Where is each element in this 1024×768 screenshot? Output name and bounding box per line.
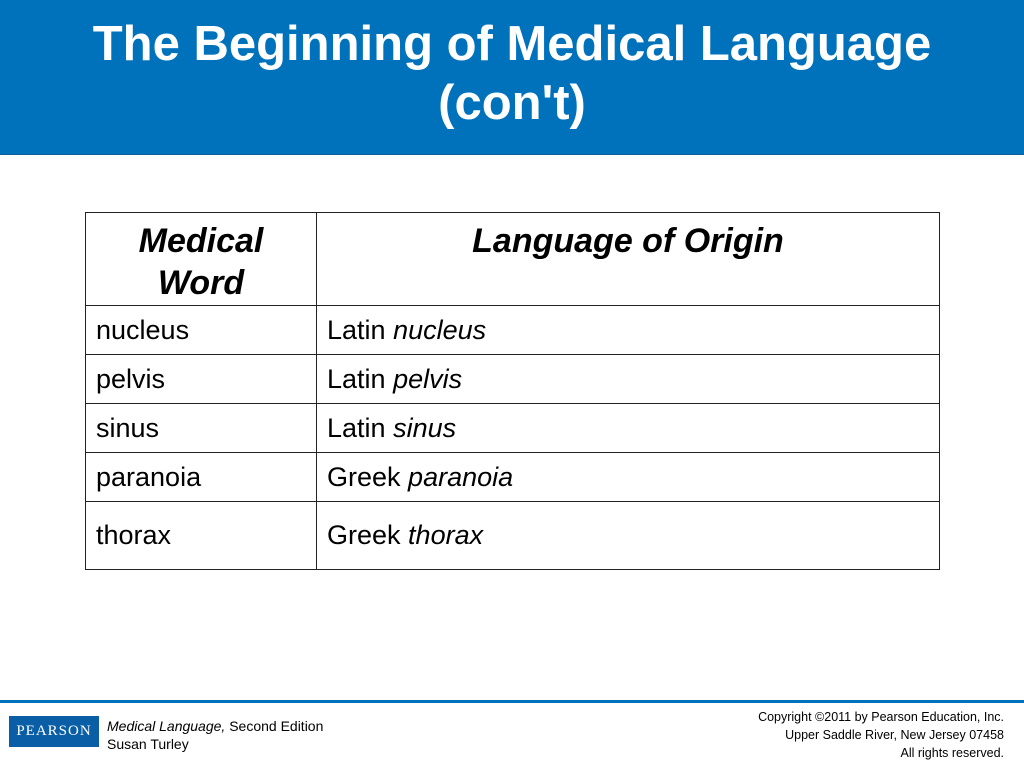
header-language-of-origin: Language of Origin bbox=[317, 213, 940, 306]
table-row bbox=[86, 502, 940, 570]
origin-word: pelvis bbox=[393, 363, 463, 394]
book-info bbox=[107, 717, 323, 753]
origin-language: Greek bbox=[327, 520, 401, 550]
cell-language-of-origin bbox=[317, 453, 940, 502]
table-header-row bbox=[86, 213, 940, 306]
origin-language: Latin bbox=[327, 363, 386, 394]
slide-title bbox=[0, 0, 1024, 133]
origin-word: nucleus bbox=[393, 314, 487, 345]
slide-title-line-2: (con't) bbox=[438, 76, 586, 130]
medical-word-origin-table bbox=[85, 212, 940, 570]
origin-language: Latin bbox=[327, 314, 386, 345]
origin-language: Greek bbox=[327, 461, 401, 492]
title-bar bbox=[0, 0, 1024, 155]
origin-word: thorax bbox=[408, 520, 484, 550]
cell-language-of-origin bbox=[317, 404, 940, 453]
origin-word: paranoia bbox=[408, 461, 514, 492]
book-author: Susan Turley bbox=[107, 736, 189, 752]
table-row bbox=[86, 306, 940, 355]
cell-medical-word: pelvis bbox=[86, 355, 317, 404]
footer-divider bbox=[0, 700, 1024, 703]
pearson-logo-text: PEARSON bbox=[16, 723, 92, 739]
cell-medical-word: sinus bbox=[86, 404, 317, 453]
table-row bbox=[86, 355, 940, 404]
table-row bbox=[86, 453, 940, 502]
header-medical-word-line-2: Word bbox=[157, 264, 245, 302]
book-edition: Second Edition bbox=[225, 718, 324, 734]
table-row bbox=[86, 404, 940, 453]
header-medical-word bbox=[86, 213, 317, 306]
cell-language-of-origin bbox=[317, 306, 940, 355]
cell-medical-word: thorax bbox=[86, 502, 317, 570]
header-medical-word-line-1: Medical bbox=[138, 222, 264, 260]
cell-medical-word: paranoia bbox=[86, 453, 317, 502]
copyright-notice bbox=[758, 708, 1004, 762]
pearson-logo bbox=[9, 716, 99, 747]
book-title-line bbox=[107, 717, 323, 735]
copyright-line-2: Upper Saddle River, New Jersey 07458 bbox=[785, 728, 1004, 742]
copyright-line-3: All rights reserved. bbox=[900, 746, 1004, 760]
cell-language-of-origin bbox=[317, 502, 940, 570]
cell-medical-word: nucleus bbox=[86, 306, 317, 355]
origin-word: sinus bbox=[393, 412, 457, 443]
copyright-line-1: Copyright ©2011 by Pearson Education, Inc. bbox=[758, 710, 1004, 724]
book-title: Medical Language, bbox=[107, 718, 226, 734]
slide-title-line-1: The Beginning of Medical Language bbox=[92, 17, 932, 71]
cell-language-of-origin bbox=[317, 355, 940, 404]
origin-language: Latin bbox=[327, 412, 386, 443]
